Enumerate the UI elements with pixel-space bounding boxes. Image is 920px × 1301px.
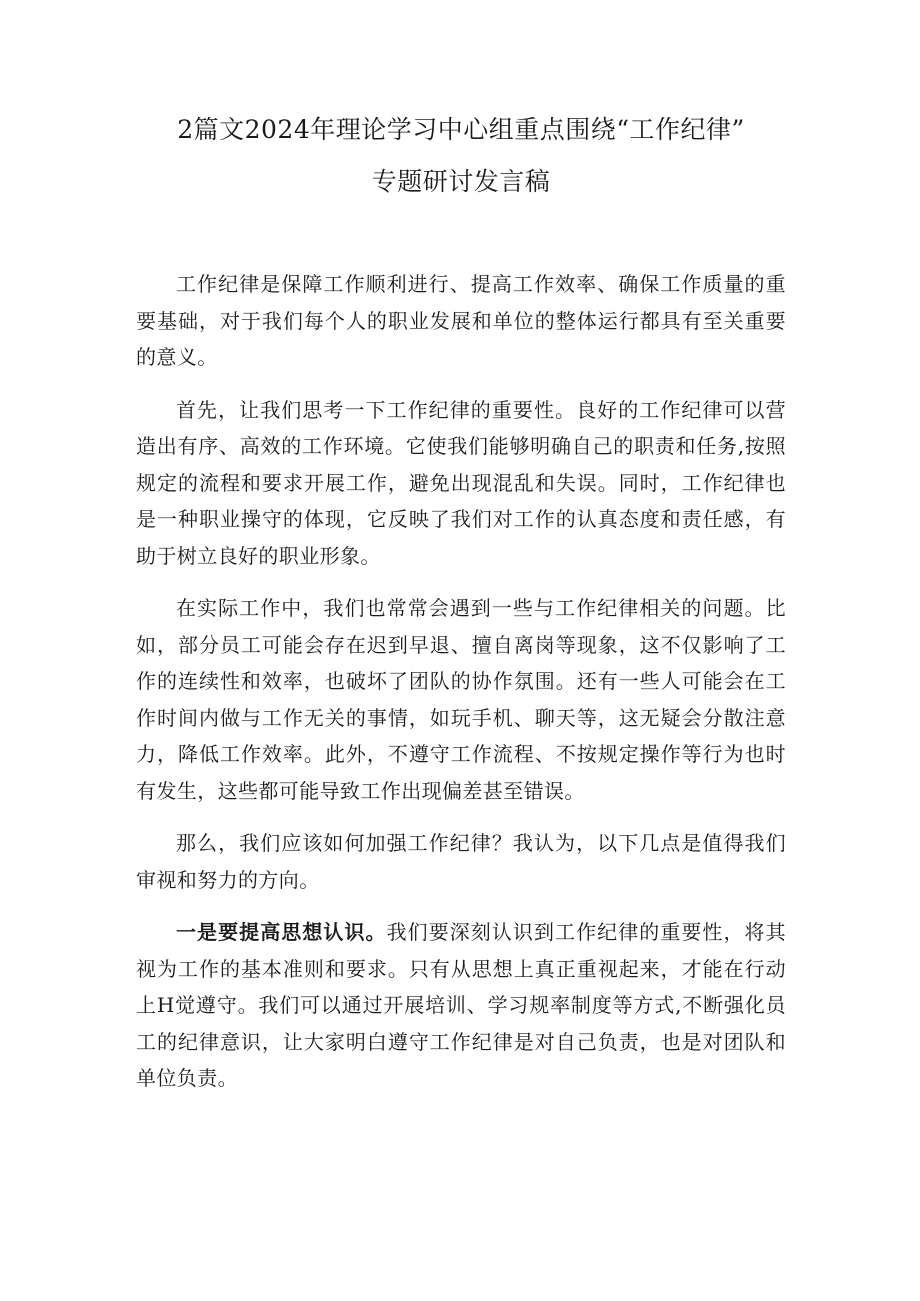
- title-line-2: 专题研讨发言稿: [371, 167, 551, 196]
- paragraph-question: 那么，我们应该如何加强工作纪律？我认为，以下几点是值得我们审视和努力的方向。: [136, 831, 786, 892]
- paragraph-intro: 工作纪律是保障工作顺利进行、提高工作效率、确保工作质量的重要基础，对于我们每个人的职业发展和单位的整体运行都具有至关重要的意义。: [136, 272, 786, 369]
- title-line-1: 2篇文2024年理论学习中心组重点围绕“工作纪律”: [177, 115, 745, 144]
- point-1-body: 我们要深刻认识到工作纪律的重要性，将其视为工作的基本准则和要求。只有从思想上真正重视起来，才能在行动上H觉遵守。我们可以通过开展培训、学习规率制度等方式,不断强化员工的纪律意识，让大家明白遵守工作纪律是对自己负责，也是对团队和单位负责。: [136, 920, 787, 1090]
- paragraph-importance: 首先，让我们思考一下工作纪律的重要性。良好的工作纪律可以营造出有序、高效的工作环境。它使我们能够明确自己的职责和任务,按照规定的流程和要求开展工作，避免出现混乱和失误。同时，工作纪律也是一种职业操守的体现，它反映了我们对工作的认真态度和责任感，有助于树立良好的职业形象。: [136, 397, 786, 568]
- paragraph-point-1: [136, 914, 786, 1097]
- paragraph-problems: 在实际工作中，我们也常常会遇到一些与工作纪律相关的问题。比如，部分员工可能会存在迟到早退、擅自离岗等现象，这不仅影响了工作的连续性和效率，也破坏了团队的协作氛围。还有一些人可能会在工作时间内做与工作无关的事情，如玩手机、聊天等，这无疑会分散注意力，降低工作效率。此外，不遵守工作流程、不按规定操作等行为也时有发生，这些都可能导致工作出现偏差甚至错误。: [136, 596, 786, 803]
- document-title: [136, 104, 786, 208]
- point-1-lead: 一是要提高思想认识。: [176, 920, 387, 944]
